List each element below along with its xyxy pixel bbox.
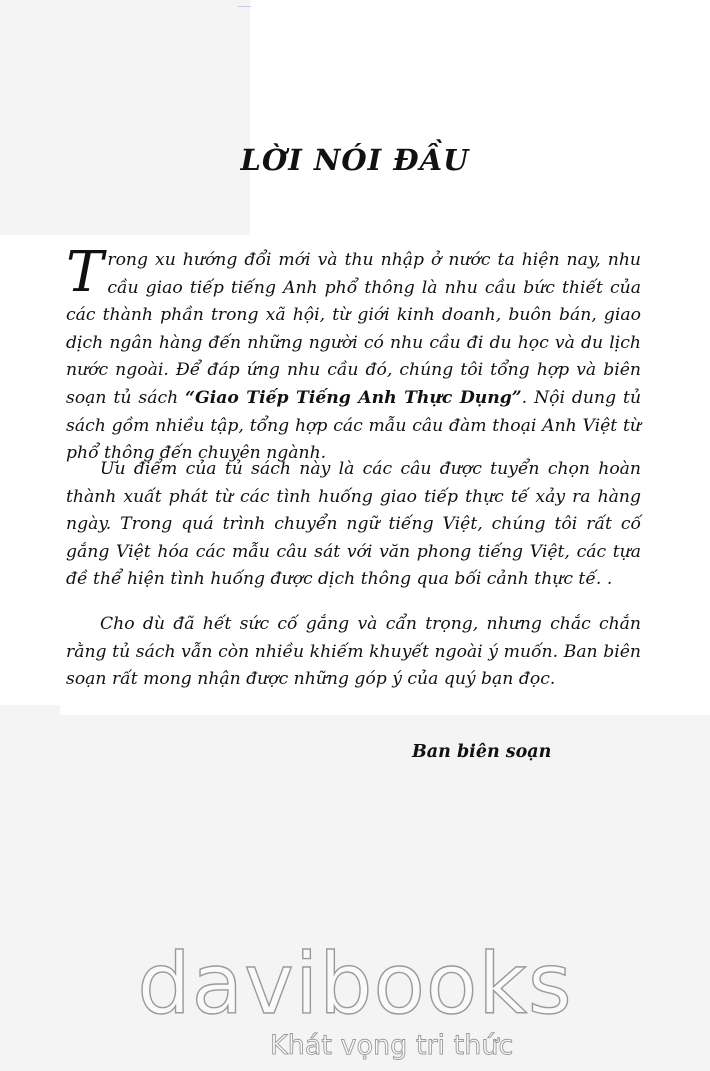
watermark-logo: davibooks (137, 935, 573, 1033)
paragraph-closing (66, 611, 641, 694)
paragraph-advantages-text: Ưu điểm của tủ sách này là các câu được tuyển chọn hoàn thành xuất phát từ các tình huống giao tiếp thực tế xảy ra hàng ngày. Trong quá trình chuyển ngữ tiếng Việt, chúng tôi rất cố gắng Việt hóa các mẫu câu sát với văn phong tiếng Việt, các tựa đề thể hiện tình huống được dịch thông qua bối cảnh thực tế. . (66, 459, 641, 590)
paragraph-advantages (66, 456, 641, 594)
book-series-title: “Giao Tiếp Tiếng Anh Thực Dụng” (185, 387, 522, 408)
drop-cap: T (66, 240, 104, 305)
paragraph-intro-text-1: rong xu hướng đổi mới và thu nhập ở nước ta hiện nay, nhu cầu giao tiếp tiếng Anh phổ thông là nhu cầu bức thiết của các thành phần trong xã hội, từ giới kinh doanh, buôn bán, giao dịch ngân hàng đến những người có nhu cầu đi du học và du lịch nước ngoài. Để đáp ứng nhu cầu đó, chúng tôi tổng hợp và biên soạn tủ sách (66, 250, 641, 408)
page-title: LỜI NÓI ĐẦU (240, 143, 470, 177)
paragraph-intro-text-2: . Nội dung tủ sách gồm nhiều tập, tổng hợp các mẫu câu đàm thoại Anh Việt từ phổ thông đến chuyên ngành. (66, 387, 642, 464)
scan-mark (238, 6, 251, 7)
scan-background-patch (250, 0, 710, 240)
signature-editors: Ban biên soạn (412, 742, 552, 762)
scan-background-patch (0, 445, 70, 705)
paragraph-closing-text: Cho dù đã hết sức cố gắng và cẩn trọng, nhưng chắc chắn rằng tủ sách vẫn còn nhiều khiếm khuyết ngoài ý muốn. Ban biên soạn rất mong nhận được những góp ý của quý bạn đọc. (66, 614, 641, 690)
paragraph-intro (66, 240, 642, 468)
watermark-tagline: Khát vọng tri thức (270, 1030, 514, 1061)
